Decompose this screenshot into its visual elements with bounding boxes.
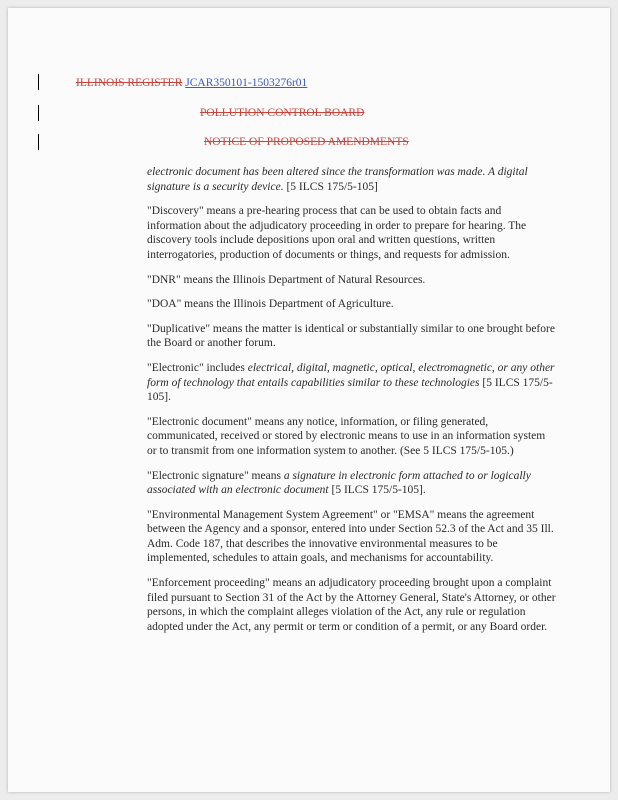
change-bar — [38, 74, 39, 90]
paragraph-doa: "DOA" means the Illinois Department of Agriculture. — [147, 298, 394, 311]
paragraph-discovery: "Discovery" means a pre-hearing process that can be used to obtain facts and information about the adjudicatory proceeding in order to prepare for hearing. The discovery tools include depositions upon oral and written questions, written interrogatories, production of documents or things, and requests for admission. — [147, 205, 527, 261]
struck-register-title: ILLINOIS REGISTER — [76, 77, 183, 89]
change-bar — [38, 105, 39, 121]
definition-term: "Electronic" includes — [147, 361, 248, 374]
italic-text: electronic document has been altered since the transformation was made. A digital signature is a security device. — [147, 166, 528, 193]
paragraph-electronic-document: "Electronic document" means any notice, information, or filing generated, communicated, received or stored by electronic means to use in an information system or to transmit from one information system to another. (See 5 ILCS 175/5-105.) — [147, 415, 546, 457]
paragraph-duplicative: "Duplicative" means the matter is identical or substantially similar to one brought before the Board or another forum. — [147, 322, 555, 350]
change-bar — [38, 134, 39, 150]
italic-text: electrical, digital, magnetic, optical, electromagnetic, or any other form of technology that entails capabilities similar to these technologies — [147, 361, 555, 389]
paragraph-emsa: "Environmental Management System Agreement" or "EMSA" means the agreement between the Agency and a sponsor, entered into under Section 52.3 of the Act and 35 Ill. Adm. Code 187, that describes the innovative environmental measures to be implemented, schedules to attain goals, and mechanisms for accountability. — [147, 508, 554, 565]
italic-text: a signature in electronic form attached to or logically associated with an electronic document — [147, 469, 531, 497]
citation: [5 ILCS 175/5-105]. — [328, 484, 426, 497]
citation: [5 ILCS 175/5-105] — [283, 180, 378, 193]
paragraph-enforcement-proceeding: "Enforcement proceeding" means an adjudicatory proceeding brought upon a complaint filed pursuant to Section 31 of the Act by the Attorney General, State's Attorney, or other persons, in which the complaint alleges violation of the Act, any rule or regulation adopted under the Act, any permit or term or condition of a permit, or any Board order. — [147, 577, 556, 633]
definition-term: "Electronic signature" means — [147, 469, 284, 482]
paragraph-electronic — [147, 361, 557, 405]
header-board: POLLUTION CONTROL BOARD — [200, 107, 365, 119]
paragraph-dnr: "DNR" means the Illinois Department of Natural Resources. — [147, 273, 426, 286]
citation: [5 ILCS 175/5-105]. — [147, 376, 553, 404]
jcar-code-link[interactable]: JCAR350101-1503276r01 — [185, 77, 308, 89]
header-register-line — [76, 77, 307, 89]
paragraph-digital-signature — [147, 165, 557, 194]
document-body — [147, 165, 557, 644]
header-notice: NOTICE OF PROPOSED AMENDMENTS — [204, 136, 409, 148]
paragraph-electronic-signature — [147, 469, 557, 498]
